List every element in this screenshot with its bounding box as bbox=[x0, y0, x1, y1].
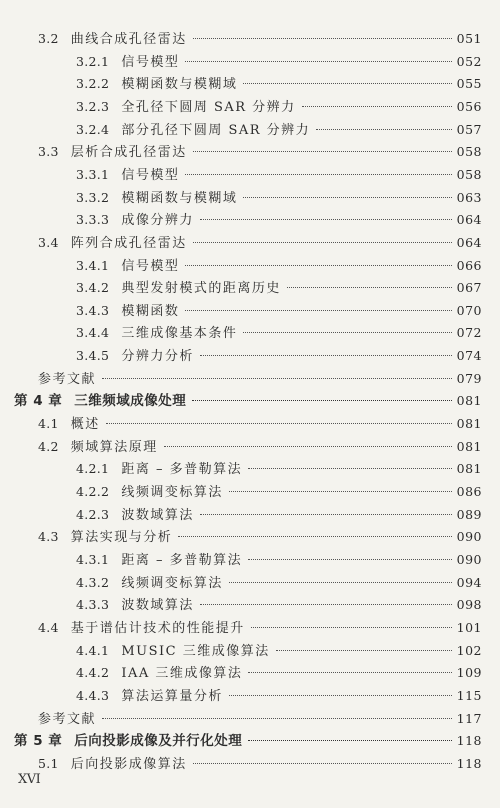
toc-entry-ref[interactable] bbox=[38, 368, 482, 390]
toc-entry-title: 模糊函数与模糊域 bbox=[121, 190, 238, 206]
dot-leader bbox=[243, 332, 451, 333]
dot-leader bbox=[248, 672, 451, 673]
toc-entry-page: 109 bbox=[456, 665, 482, 681]
toc-entry-page: 063 bbox=[456, 189, 482, 205]
toc-entry-title: 算法实现与分析 bbox=[70, 530, 173, 546]
toc-entry-subsection[interactable] bbox=[76, 322, 482, 344]
toc-entry-page: 058 bbox=[456, 144, 482, 160]
toc-entry-number: 4.1 bbox=[38, 416, 59, 432]
dot-leader bbox=[185, 61, 451, 62]
toc-entry-title: 线频调变标算法 bbox=[121, 575, 223, 591]
toc-entry-number: 3.4.4 bbox=[76, 325, 110, 341]
toc-entry-page: 055 bbox=[456, 76, 482, 92]
toc-entry-title: 全孔径下圆周 SAR 分辨力 bbox=[121, 99, 296, 115]
toc-entry-section[interactable] bbox=[38, 232, 482, 254]
toc-entry-page: 081 bbox=[456, 461, 482, 477]
page-number: XVI bbox=[18, 772, 41, 787]
toc-entry-title: 分辨力分析 bbox=[121, 349, 194, 365]
dot-leader bbox=[248, 468, 452, 469]
toc-entry-page: 081 bbox=[456, 438, 482, 454]
toc-entry-title: 模糊函数与模糊域 bbox=[121, 77, 238, 93]
dot-leader bbox=[193, 151, 452, 152]
toc-entry-number: 4.4.1 bbox=[76, 642, 110, 658]
dot-leader bbox=[200, 514, 452, 515]
toc-entry-ref[interactable] bbox=[38, 708, 482, 730]
toc-entry-subsection[interactable] bbox=[76, 504, 482, 526]
toc-entry-page: 074 bbox=[456, 348, 482, 364]
toc-entry-subsection[interactable] bbox=[76, 685, 482, 707]
toc-entry-subsection[interactable] bbox=[76, 164, 482, 186]
toc-entry-title: 距离 – 多普勒算法 bbox=[121, 552, 243, 568]
toc-entry-title: 波数域算法 bbox=[121, 507, 194, 523]
toc-entry-title: MUSIC 三维成像算法 bbox=[121, 643, 270, 659]
toc-entry-number: 3.3.1 bbox=[76, 166, 110, 182]
toc-entry-title: 部分孔径下圆周 SAR 分辨力 bbox=[121, 122, 311, 138]
toc-entry-section[interactable] bbox=[38, 28, 482, 50]
toc-entry-title: 典型发射模式的距离历史 bbox=[121, 281, 281, 297]
toc-entry-title: 三维成像基本条件 bbox=[121, 326, 238, 342]
dot-leader bbox=[229, 695, 452, 696]
toc-entry-title: 曲线合成孔径雷达 bbox=[70, 32, 187, 47]
toc-entry-title: 参考文献 bbox=[38, 371, 97, 387]
toc-entry-number: 4.2.1 bbox=[76, 461, 110, 477]
toc-entry-page: 090 bbox=[456, 551, 482, 567]
toc-entry-chapter[interactable] bbox=[14, 389, 482, 413]
toc-entry-number: 4.2 bbox=[38, 438, 59, 454]
toc-entry-subsection[interactable] bbox=[76, 345, 482, 367]
toc-entry-page: 067 bbox=[456, 280, 482, 296]
toc-entry-subsection[interactable] bbox=[76, 209, 482, 231]
dot-leader bbox=[248, 740, 451, 741]
dot-leader bbox=[178, 536, 451, 537]
toc-entry-page: 052 bbox=[456, 53, 482, 69]
dot-leader bbox=[192, 400, 451, 401]
toc-entry-title: 距离 – 多普勒算法 bbox=[121, 462, 243, 478]
dot-leader bbox=[200, 355, 452, 356]
toc-entry-number: 4.2.3 bbox=[76, 506, 110, 522]
toc-entry-page: 098 bbox=[456, 597, 482, 613]
toc-entry-page: 118 bbox=[456, 755, 482, 771]
dot-leader bbox=[193, 242, 452, 243]
toc-entry-title: 三维频域成像处理 bbox=[74, 393, 187, 410]
toc-entry-title: 线频调变标算法 bbox=[121, 485, 223, 500]
dot-leader bbox=[243, 197, 451, 198]
toc-entry-title: 阵列合成孔径雷达 bbox=[70, 235, 187, 251]
toc-entry-page: 064 bbox=[456, 234, 482, 250]
toc-entry-page: 072 bbox=[456, 325, 482, 341]
toc-entry-title: 模糊函数 bbox=[121, 303, 180, 319]
toc-entry-number: 3.4.1 bbox=[76, 257, 110, 273]
toc-entry-subsection[interactable] bbox=[76, 96, 482, 118]
dot-leader bbox=[287, 287, 452, 288]
toc-entry-page: 064 bbox=[456, 212, 482, 228]
toc-entry-number: 4.4.3 bbox=[76, 687, 110, 703]
toc-entry-title: 波数域算法 bbox=[121, 598, 194, 614]
toc-entry-subsection[interactable] bbox=[76, 51, 482, 73]
dot-leader bbox=[193, 763, 452, 764]
dot-leader bbox=[164, 446, 452, 447]
toc-entry-number: 3.3.2 bbox=[76, 189, 110, 205]
toc-entry-page: 089 bbox=[456, 506, 482, 522]
toc-entry-section[interactable] bbox=[38, 753, 482, 775]
toc-entry-number: 3.4.2 bbox=[76, 280, 110, 296]
toc-entry-subsection[interactable] bbox=[76, 277, 482, 299]
toc-entry-title: 信号模型 bbox=[121, 258, 180, 274]
dot-leader bbox=[200, 604, 452, 605]
toc-entry-title: 成像分辨力 bbox=[121, 213, 194, 229]
toc-entry-title: 后向投影成像算法 bbox=[70, 756, 187, 772]
toc-entry-page: 090 bbox=[456, 529, 482, 545]
toc-entry-page: 094 bbox=[456, 574, 482, 590]
toc-entry-page: 081 bbox=[456, 393, 482, 409]
toc-entry-section[interactable] bbox=[38, 436, 482, 458]
dot-leader bbox=[185, 174, 451, 175]
dot-leader bbox=[185, 310, 451, 311]
toc-entry-title: 信号模型 bbox=[121, 167, 180, 183]
toc-entry-number: 4.4 bbox=[38, 619, 59, 635]
toc-entry-number: 4.3 bbox=[38, 529, 59, 545]
toc-entry-subsection[interactable] bbox=[76, 662, 482, 684]
toc-entry-page: 058 bbox=[456, 166, 482, 182]
toc-entry-page: 115 bbox=[456, 687, 482, 703]
toc-entry-subsection[interactable] bbox=[76, 73, 482, 95]
dot-leader bbox=[251, 627, 452, 628]
toc-entry-number: 3.3 bbox=[38, 144, 59, 160]
toc-entry-page: 081 bbox=[456, 416, 482, 432]
toc-entry-title: 算法运算量分析 bbox=[121, 688, 223, 704]
toc-entry-subsection[interactable] bbox=[76, 458, 482, 480]
toc-entry-number: 3.4 bbox=[38, 234, 59, 250]
dot-leader bbox=[229, 491, 452, 492]
toc-entry-number: 3.2.2 bbox=[76, 76, 110, 92]
toc-entry-subsection[interactable] bbox=[76, 300, 482, 322]
toc-entry-subsection[interactable] bbox=[76, 549, 482, 571]
toc-entry-number: 4.2.2 bbox=[76, 484, 110, 499]
toc-entry-subsection[interactable] bbox=[76, 255, 482, 277]
toc-entry-page: 086 bbox=[456, 484, 482, 499]
toc-entry-chapter[interactable] bbox=[14, 729, 482, 753]
toc-entry-number: 4.4.2 bbox=[76, 665, 110, 681]
toc-entry-page: 066 bbox=[456, 257, 482, 273]
toc-entry-subsection[interactable] bbox=[76, 119, 482, 141]
toc-entry-section[interactable] bbox=[38, 617, 482, 639]
toc-entry-page: 101 bbox=[456, 619, 482, 635]
dot-leader bbox=[302, 106, 452, 107]
dot-leader bbox=[193, 38, 452, 39]
toc-entry-page: 056 bbox=[456, 98, 482, 114]
toc-entry-page: 070 bbox=[456, 302, 482, 318]
toc-entry-title: 频域算法原理 bbox=[70, 439, 158, 455]
dot-leader bbox=[102, 378, 452, 379]
toc-entry-number: 5.1 bbox=[38, 755, 59, 771]
toc-entry-subsection[interactable] bbox=[76, 481, 482, 503]
dot-leader bbox=[106, 423, 452, 424]
toc-entry-page: 051 bbox=[456, 31, 482, 46]
toc-entry-number: 第 5 章 bbox=[14, 733, 63, 750]
dot-leader bbox=[276, 650, 452, 651]
toc-entry-subsection[interactable] bbox=[76, 594, 482, 616]
dot-leader bbox=[316, 129, 451, 130]
toc-entry-number: 3.4.3 bbox=[76, 302, 110, 318]
toc-entry-page: 057 bbox=[456, 121, 482, 137]
toc-entry-title: 层析合成孔径雷达 bbox=[70, 145, 187, 161]
toc-entry-title: IAA 三维成像算法 bbox=[121, 666, 243, 682]
dot-leader bbox=[185, 265, 451, 266]
dot-leader bbox=[248, 559, 452, 560]
toc-entry-number: 第 4 章 bbox=[14, 393, 63, 410]
toc-entry-number: 3.4.5 bbox=[76, 348, 110, 364]
toc-entry-number: 3.2.3 bbox=[76, 98, 110, 114]
toc-entry-number: 3.2 bbox=[38, 31, 59, 46]
toc-entry-page: 118 bbox=[456, 733, 482, 749]
toc-entry-number: 3.3.3 bbox=[76, 212, 110, 228]
toc-entry-number: 4.3.1 bbox=[76, 551, 110, 567]
toc-entry-section[interactable] bbox=[38, 526, 482, 548]
toc-entry-title: 后向投影成像及并行化处理 bbox=[74, 733, 243, 750]
dot-leader bbox=[102, 718, 452, 719]
toc-entry-number: 3.2.1 bbox=[76, 53, 110, 69]
toc-entry-section[interactable] bbox=[38, 141, 482, 163]
toc-entry-title: 概述 bbox=[70, 417, 100, 433]
toc-entry-section[interactable] bbox=[38, 413, 482, 435]
toc-entry-title: 基于谱估计技术的性能提升 bbox=[70, 620, 245, 636]
dot-leader bbox=[243, 83, 451, 84]
dot-leader bbox=[200, 219, 452, 220]
toc-entry-number: 3.2.4 bbox=[76, 121, 110, 137]
toc-entry-subsection[interactable] bbox=[76, 187, 482, 209]
toc-entry-subsection[interactable] bbox=[76, 572, 482, 594]
toc-entry-number: 4.3.3 bbox=[76, 597, 110, 613]
toc-entry-page: 079 bbox=[456, 370, 482, 386]
toc-entry-subsection[interactable] bbox=[76, 640, 482, 662]
dot-leader bbox=[229, 582, 452, 583]
toc-entry-title: 信号模型 bbox=[121, 54, 180, 70]
toc-entry-title: 参考文献 bbox=[38, 711, 97, 727]
toc-entry-page: 102 bbox=[456, 642, 482, 658]
toc-entry-number: 4.3.2 bbox=[76, 574, 110, 590]
toc-entry-page: 117 bbox=[456, 710, 482, 726]
